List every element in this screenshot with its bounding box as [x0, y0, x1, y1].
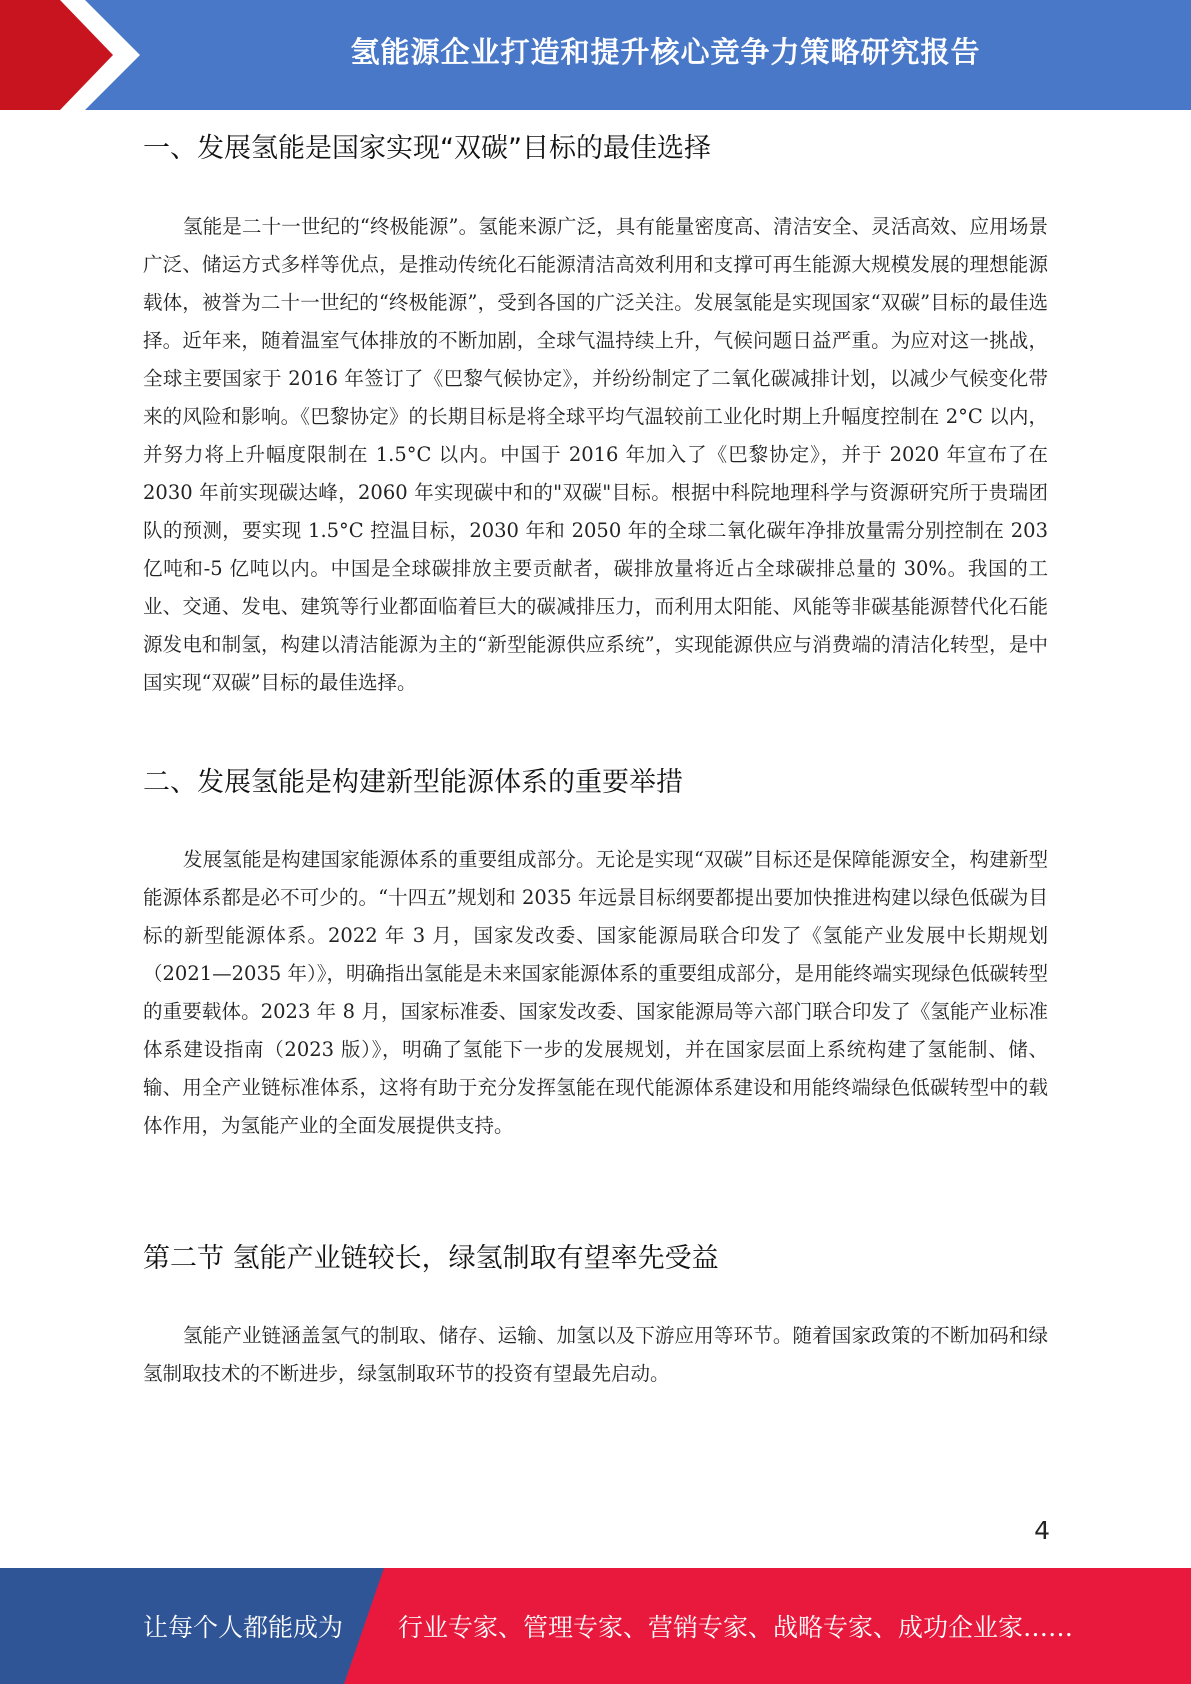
page-footer — [0, 1568, 1191, 1684]
page-number: 4 — [1034, 1516, 1050, 1545]
page-header — [0, 0, 1191, 110]
footer-slogan-right: 行业专家、管理专家、营销专家、战略专家、成功企业家…… — [398, 1613, 1074, 1642]
footer-slogan-left: 让每个人都能成为 — [143, 1613, 344, 1642]
section-heading-2: 二、发展氢能是构建新型能源体系的重要举措 — [143, 767, 683, 798]
section-paragraph-1: 氢能是二十一世纪的“终极能源”。氢能来源广泛，具有能量密度高、清洁安全、灵活高效、应用场景广泛、储运方式多样等优点，是推动传统化石能源清洁高效利用和支撑可再生能源大规模发展的理想能源载体，被誉为二十一世纪的“终极能源”，受到各国的广泛关注。发展氢能是实现国家“双碳”目标的最佳选择。近年来，随着温室气体排放的不断加剧，全球气温持续上升，气候问题日益严重。为应对这一挑战，全球主要国家于 2016 年签订了《巴黎气候协定》，并纷纷制定了二氧化碳减排计划，以减少气候变化带来的风险和影响。《巴黎协定》的长期目标是将全球平均气温较前工业化时期上升幅度控制在 2°C 以内，并努力将上升幅度限制在 1.5°C 以内。中国于 2016 年加入了《巴黎协定》，并于 2020 年宣布了在 2030 年前实现碳达峰，2060 年实现碳中和的"双碳"目标。根据中科院地理科学与资源研究所于贵瑞团队的预测，要实现 1.5°C 控温目标，2030 年和 2050 年的全球二氧化碳年净排放量需分别控制在 203 亿吨和-5 亿吨以内。中国是全球碳排放主要贡献者，碳排放量将近占全球碳排总量的 30%。我国的工业、交通、发电、建筑等行业都面临着巨大的碳减排压力，而利用太阳能、风能等非碳基能源替代化石能源发电和制氢，构建以清洁能源为主的“新型能源供应系统”，实现能源供应与消费端的清洁化转型，是中国实现“双碳”目标的最佳选择。 — [143, 215, 1048, 694]
section-paragraph-3: 氢能产业链涵盖氢气的制取、储存、运输、加氢以及下游应用等环节。随着国家政策的不断加码和绿氢制取技术的不断进步，绿氢制取环节的投资有望最先启动。 — [143, 1324, 1048, 1385]
section-heading-3: 第二节 氢能产业链较长，绿氢制取有望率先受益 — [143, 1243, 719, 1274]
section-paragraph-2: 发展氢能是构建国家能源体系的重要组成部分。无论是实现“双碳”目标还是保障能源安全，构建新型能源体系都是必不可少的。“十四五”规划和 2035 年远景目标纲要都提出要加快推进构建以绿色低碳为目标的新型能源体系。2022 年 3 月，国家发改委、国家能源局联合印发了《氢能产业发展中长期规划（2021—2035 年）》，明确指出氢能是未来国家能源体系的重要组成部分，是用能终端实现绿色低碳转型的重要载体。2023 年 8 月，国家标准委、国家发改委、国家能源局等六部门联合印发了《氢能产业标准体系建设指南（2023 版）》，明确了氢能下一步的发展规划，并在国家层面上系统构建了氢能制、储、输、用全产业链标准体系，这将有助于充分发挥氢能在现代能源体系建设和用能终端绿色低碳转型中的载体作用，为氢能产业的全面发展提供支持。 — [143, 848, 1048, 1137]
header-arrow-decoration — [0, 0, 160, 110]
section-heading-1: 一、发展氢能是国家实现“双碳”目标的最佳选择 — [143, 133, 711, 164]
document-title: 氢能源企业打造和提升核心竞争力策略研究报告 — [350, 34, 981, 69]
